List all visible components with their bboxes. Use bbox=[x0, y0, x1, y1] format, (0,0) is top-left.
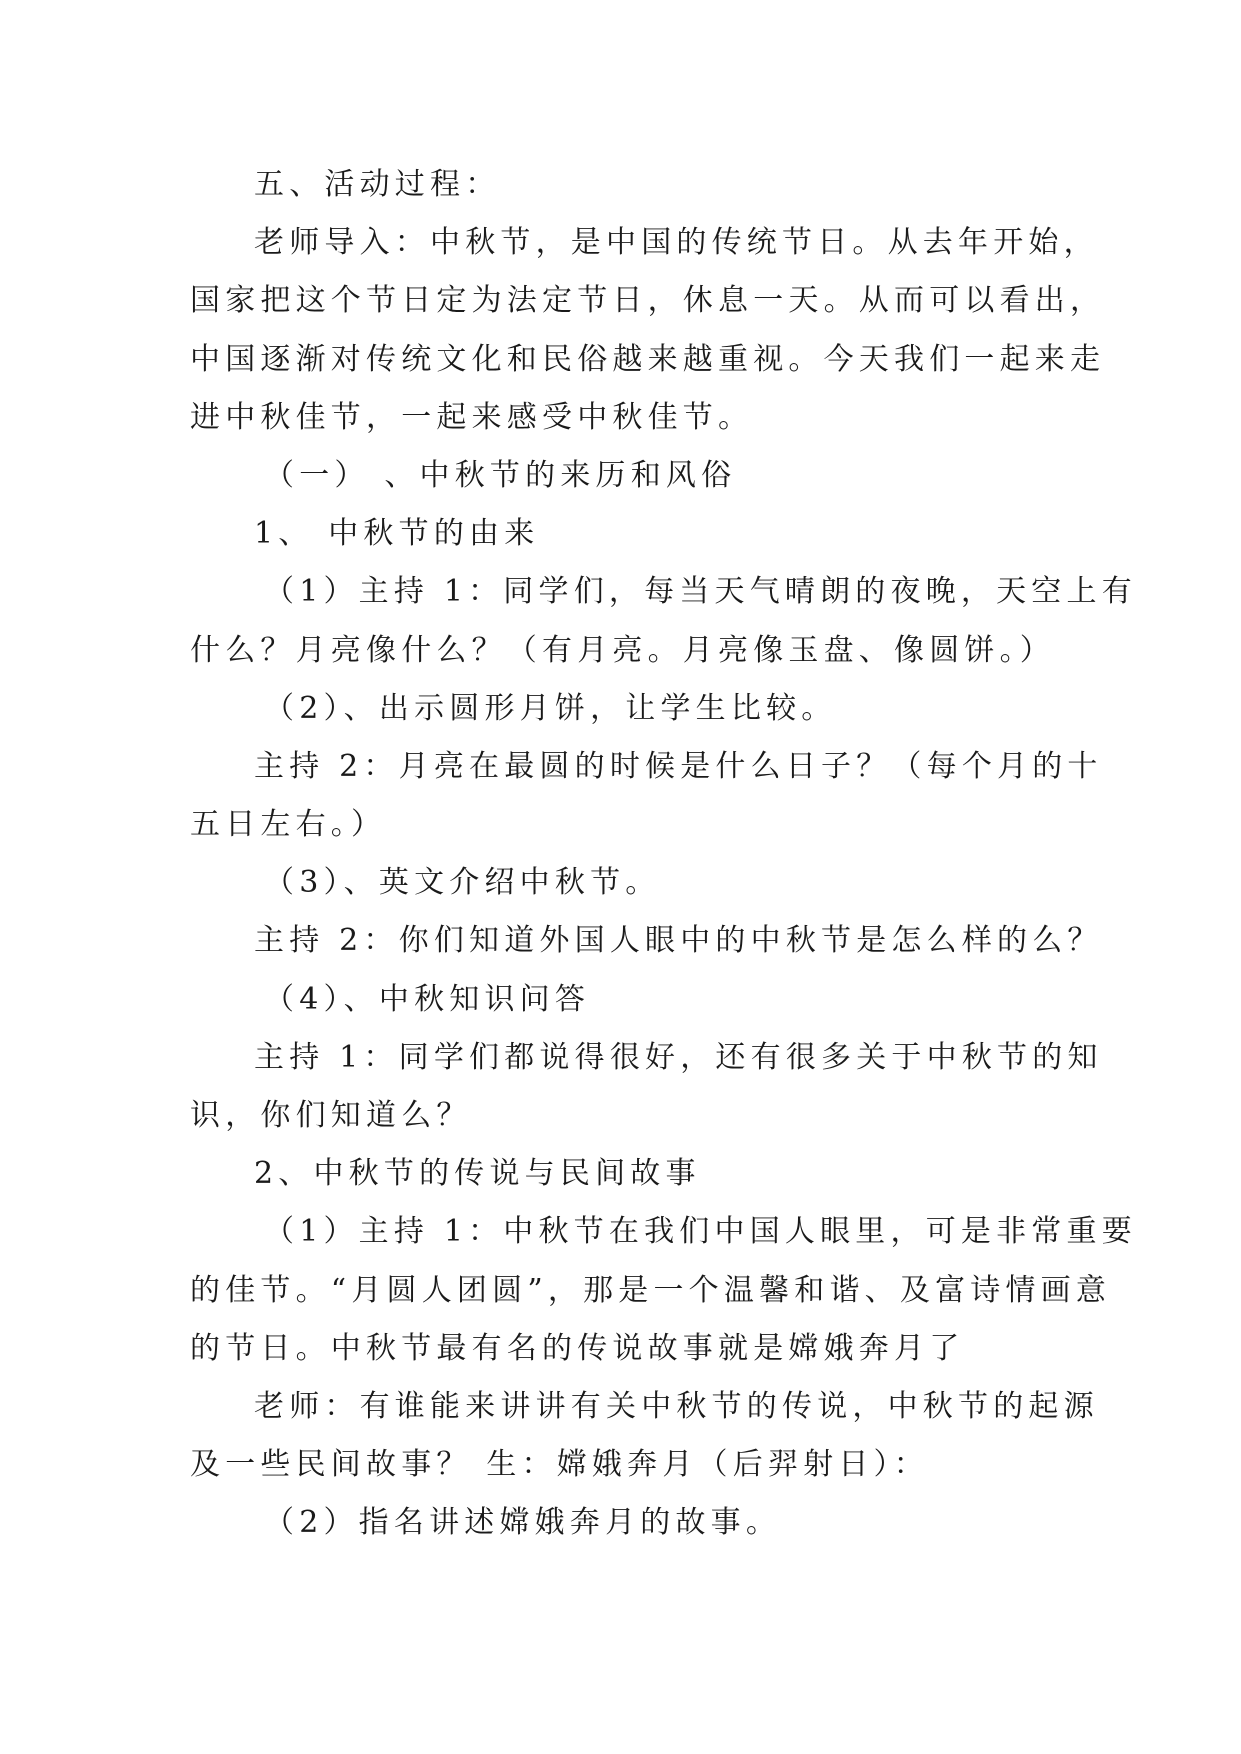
paragraph-line: 主持 2：你们知道外国人眼中的中秋节是怎么样的么？ bbox=[254, 923, 1103, 959]
paragraph-line: 识，你们知道么？ bbox=[190, 1098, 472, 1133]
paragraph-line: 国家把这个节日定为法定节日，休息一天。从而可以看出， bbox=[190, 283, 1106, 319]
paragraph-line: （2）指名讲述嫦娥奔月的故事。 bbox=[264, 1505, 782, 1541]
paragraph-line: 进中秋佳节，一起来感受中秋佳节。 bbox=[190, 399, 754, 435]
paragraph-line: （1）主持 1：中秋节在我们中国人眼里，可是非常重要 bbox=[264, 1214, 1137, 1250]
paragraph-line: 的佳节。“月圆人团圆”，那是一个温馨和谐、及富诗情画意 bbox=[190, 1272, 1112, 1308]
item-heading: 2、中秋节的传说与民间故事 bbox=[254, 1156, 701, 1192]
document-body bbox=[190, 156, 1137, 1553]
paragraph-line: 主持 2：月亮在最圆的时候是什么日子？（每个月的十 bbox=[254, 748, 1103, 784]
paragraph-line: 中国逐渐对传统文化和民俗越来越重视。今天我们一起来走 bbox=[190, 341, 1106, 377]
item-heading: 1、 中秋节的由来 bbox=[254, 516, 540, 552]
section-heading: 五、活动过程： bbox=[254, 167, 501, 202]
paragraph-line: （2）、出示圆形月饼，让学生比较。 bbox=[264, 690, 837, 726]
paragraph-line: （4）、中秋知识问答 bbox=[264, 981, 591, 1017]
paragraph-line: 老师导入：中秋节，是中国的传统节日。从去年开始， bbox=[254, 225, 1099, 261]
subsection-heading: （一） 、中秋节的来历和风俗 bbox=[264, 457, 737, 493]
paragraph-line: 的节日。中秋节最有名的传说故事就是嫦娥奔月了 bbox=[190, 1330, 965, 1366]
paragraph-line: 及一些民间故事？ 生：嫦娥奔月（后羿射日）： bbox=[190, 1447, 929, 1483]
paragraph-line: 老师：有谁能来讲讲有关中秋节的传说，中秋节的起源 bbox=[254, 1388, 1099, 1424]
paragraph-line: （3）、英文介绍中秋节。 bbox=[264, 865, 661, 901]
paragraph-line: 什么？月亮像什么？（有月亮。月亮像玉盘、像圆饼。） bbox=[190, 632, 1055, 668]
paragraph-line: 主持 1：同学们都说得很好，还有很多关于中秋节的知 bbox=[254, 1039, 1103, 1075]
paragraph-line: （1）主持 1：同学们，每当天气晴朗的夜晚，天空上有 bbox=[264, 574, 1137, 610]
paragraph-line: 五日左右。） bbox=[190, 807, 387, 843]
